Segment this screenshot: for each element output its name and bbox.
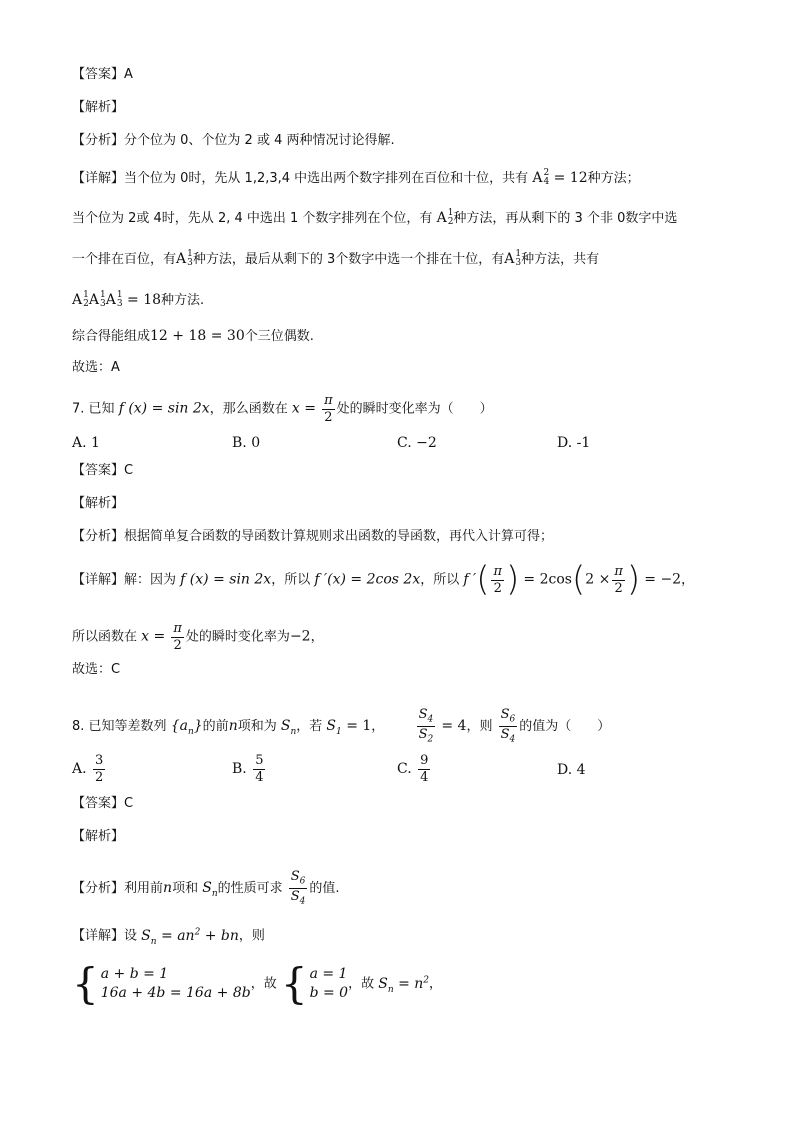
q8-option-a — [72, 754, 107, 784]
q7-conclusion-line — [72, 622, 324, 652]
function-expression: f (x) = sin 2x — [180, 571, 272, 588]
S6-over-S4: $\frac{S_6}{S_4}$ — [500, 707, 516, 745]
Sn-result: $S_n = n^2$ — [378, 974, 430, 995]
left-paren: ( — [476, 559, 490, 600]
stem-text: ，则 — [466, 719, 493, 735]
fenxi-text: 的性质可求 — [217, 881, 283, 897]
q7-answer-line — [72, 464, 133, 477]
stem-text: ，那么函数在 — [209, 401, 288, 417]
q7-option-a: A. 1 — [72, 435, 100, 451]
detail-text: 所以函数在 — [72, 629, 138, 645]
q8-analysis-tag: 【解析】 — [72, 829, 125, 844]
pi-over-2: $\frac{\pi}{2}$ — [493, 564, 502, 596]
perm-symbol: A 1 3 — [176, 249, 193, 268]
function-expression: f (x) = sin 2x — [118, 400, 210, 417]
S1-equation: $S_1 = 1$ — [326, 718, 372, 737]
q8-system-line — [72, 959, 443, 1008]
Sn-symbol: $S_n$ — [280, 718, 297, 737]
q6-answer-line — [72, 68, 133, 81]
stem-text: 的值为（ ） — [519, 719, 611, 735]
pi-over-2: $\frac{\pi}{2}$ — [324, 393, 333, 425]
q8-fenxi-line — [72, 870, 340, 907]
q7-fenxi-line — [72, 530, 553, 543]
right-paren: ) — [626, 559, 641, 600]
stem-text: 处的瞬时变化率为（ ） — [336, 401, 493, 417]
S4-over-S2: $\frac{S_4}{S_2}$ — [418, 707, 434, 745]
detail-text: ， — [310, 629, 324, 645]
derivative-symbol: f ′ — [463, 571, 477, 588]
fenxi-tag: 【分析】 — [72, 529, 125, 544]
detail-text: 设 — [124, 928, 138, 944]
derivative-expression: f ′(x) = 2cos 2x — [314, 571, 421, 588]
stem-text: ，若 — [296, 719, 323, 735]
detail-text: 解：因为 — [124, 572, 177, 588]
pi-over-2: $\frac{\pi}{2}$ — [173, 621, 182, 653]
x-eq: x = — [141, 628, 166, 645]
pi-over-2: $\frac{\pi}{2}$ — [614, 564, 623, 596]
q6-choose: 故选：A — [72, 360, 120, 375]
detail-text: 种方法，共有 — [521, 252, 600, 267]
stem-text: 8. 已知等差数列 — [72, 719, 167, 735]
option-fraction: $\frac{3}{2}$ — [95, 753, 104, 785]
option-label: B. — [232, 761, 247, 778]
option-fraction: $\frac{9}{4}$ — [420, 753, 429, 785]
n-symbol: n — [228, 718, 238, 735]
q6-detail-line-2 — [72, 209, 677, 227]
answer-value: C — [124, 463, 134, 478]
right-paren: ) — [506, 559, 520, 600]
ratio-value: = 4 — [441, 718, 467, 735]
detail-text: ， — [681, 572, 695, 588]
detail-text: 当个位为 0时，先从 1,2,3,4 中选出两个数字排列在百位和十位，共有 — [124, 171, 529, 186]
q8-option-b — [232, 754, 267, 784]
detail-text: 当个位为 2或 4时，先从 2, 4 中选出 1 个数字排列在个位，有 — [72, 211, 433, 226]
stem-text: 7. 已知 — [72, 401, 115, 417]
summary-equation: 12 + 18 = 30 — [150, 328, 245, 344]
perm-symbol: A 2 4 = 12 — [532, 168, 588, 187]
stem-text: ， — [371, 719, 385, 735]
left-paren: ( — [571, 559, 586, 600]
q8-answer-line — [72, 797, 133, 810]
q8-option-c — [397, 754, 432, 784]
detail-text: 种方法，最后从剩下的 3个数字中选一个排在十位，有 — [192, 252, 505, 267]
answer-tag: 【答案】 — [72, 67, 125, 82]
detail-text: ，所以 — [271, 572, 311, 588]
perm-product: A 1 2 A 1 3 A 1 3 = 18 — [72, 290, 162, 309]
n-symbol: n — [163, 880, 173, 897]
answer-tag: 【答案】 — [72, 463, 125, 478]
detail-text: 种方法. — [161, 293, 205, 308]
q6-analysis-tag: 【解析】 — [72, 100, 125, 115]
detail-text: ，则 — [238, 928, 265, 944]
x-eq: x = — [291, 400, 316, 417]
q8-stem — [72, 708, 610, 745]
summary-text: 个三位偶数. — [244, 329, 314, 344]
fenxi-text: 的值. — [309, 881, 340, 897]
perm-symbol: A 1 3 — [504, 249, 522, 268]
result-value: = −2 — [644, 571, 682, 588]
q8-option-d: D. 4 — [557, 762, 586, 778]
fenxi-text: 分个位为 0、个位为 2 或 4 两种情况讨论得解. — [124, 133, 395, 148]
q6-detail-line-1 — [72, 169, 640, 187]
cos-expression: = 2cos — [523, 571, 572, 588]
detail-text: 处的瞬时变化率为 — [185, 629, 290, 645]
q7-choose: 故选：C — [72, 662, 121, 677]
stem-text: 的前 — [202, 719, 229, 735]
q6-detail-line-4 — [72, 291, 204, 309]
detail-text: ，所以 — [420, 572, 460, 588]
Sn-symbol: $S_n$ — [202, 880, 218, 899]
detail-text: ， — [429, 976, 443, 992]
detail-tag: 【详解】 — [72, 171, 125, 186]
equation-system-1: { a + b = 1 16a + 4b = 16a + 8b — [72, 959, 251, 1008]
detail-tag: 【详解】 — [72, 928, 125, 944]
detail-text: ，故 — [250, 976, 277, 992]
summary-text: 综合得能组成 — [72, 329, 151, 344]
rate-value: −2 — [289, 628, 311, 645]
equation-system-2: { a = 1 b = 0 — [280, 959, 349, 1008]
detail-text: ，故 — [348, 976, 375, 992]
detail-tag: 【详解】 — [72, 572, 125, 588]
option-label: C. — [397, 761, 412, 778]
q6-summary — [72, 329, 314, 343]
q6-detail-line-3 — [72, 250, 599, 268]
answer-value: C — [124, 796, 134, 811]
q7-option-d: D. -1 — [557, 435, 591, 451]
fenxi-text: 根据简单复合函数的导函数计算规则求出函数的导函数，再代入计算可得； — [124, 529, 554, 544]
stem-text: 项和为 — [237, 719, 277, 735]
S6-over-S4: $\frac{S_6}{S_4}$ — [290, 869, 306, 907]
fenxi-text: 项和 — [172, 881, 199, 897]
detail-text: 种方法； — [587, 171, 640, 186]
q7-detail-line — [72, 559, 695, 600]
answer-tag: 【答案】 — [72, 796, 125, 811]
answer-value: A — [124, 67, 133, 82]
perm-symbol: A 1 2 — [436, 208, 454, 227]
q6-fenxi-line — [72, 134, 395, 147]
fenxi-tag: 【分析】 — [72, 881, 125, 897]
option-label: A. — [72, 761, 87, 778]
q7-option-c: C. −2 — [397, 435, 437, 451]
detail-text: 一个排在百位，有 — [72, 252, 177, 267]
fenxi-tag: 【分析】 — [72, 133, 125, 148]
q7-analysis-tag: 【解析】 — [72, 496, 125, 511]
detail-text: 种方法，再从剩下的 3 个非 0数字中选 — [453, 211, 678, 226]
q8-detail-line — [72, 928, 265, 946]
Sn-formula: $S_n = an^2$ + bn — [141, 927, 239, 947]
sequence-symbol: $\{a_n\}$ — [170, 718, 203, 737]
times-expression: 2 × — [585, 571, 611, 588]
option-fraction: $\frac{5}{4}$ — [255, 753, 264, 785]
q7-option-b: B. 0 — [232, 435, 261, 451]
q7-stem — [72, 394, 493, 424]
fenxi-text: 利用前 — [124, 881, 164, 897]
